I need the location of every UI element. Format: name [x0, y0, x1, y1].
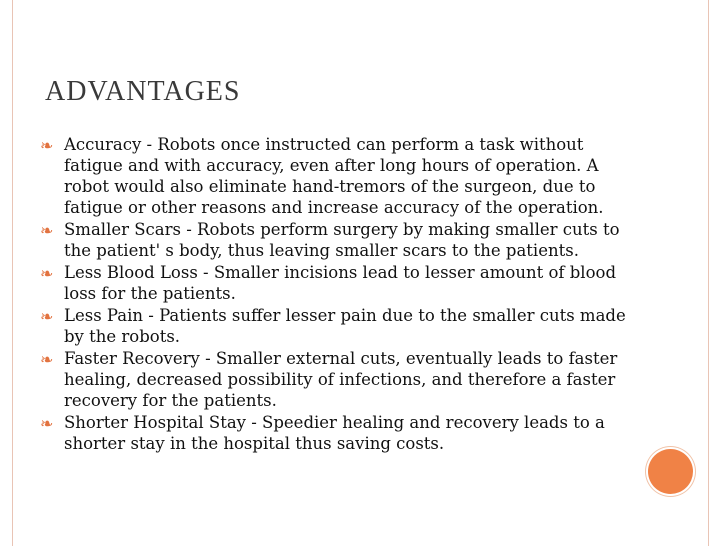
curved-arrow-bullet-icon: ❧ — [40, 221, 54, 240]
curved-arrow-bullet-icon: ❧ — [40, 414, 54, 433]
bullet-text: Shorter Hospital Stay - Speedier healing and recovery leads to a shorter stay in the hospital thus saving costs. — [64, 413, 605, 453]
bullet-item-accuracy — [40, 134, 640, 218]
curved-arrow-bullet-icon: ❧ — [40, 136, 54, 155]
bullet-text: Less Pain - Patients suffer lesser pain due to the smaller cuts made by the robots. — [64, 306, 626, 346]
curved-arrow-bullet-icon: ❧ — [40, 307, 54, 326]
bullet-item-less-blood-loss — [40, 262, 640, 304]
bullet-text: Smaller Scars - Robots perform surgery by making smaller cuts to the patient' s body, thus leaving smaller scars to the patients. — [64, 220, 620, 260]
curved-arrow-bullet-icon: ❧ — [40, 350, 54, 369]
bullet-item-smaller-scars — [40, 219, 640, 261]
bullet-item-faster-recovery — [40, 348, 640, 411]
bullet-text: Faster Recovery - Smaller external cuts, eventually leads to faster healing, decreased possibility of infections, and therefore a faster recovery for the patients. — [64, 349, 618, 410]
slide-title: ADVANTAGES — [45, 76, 241, 107]
curved-arrow-bullet-icon: ❧ — [40, 264, 54, 283]
bullet-item-less-pain — [40, 305, 640, 347]
decorative-orange-circle — [648, 449, 693, 494]
bullet-item-shorter-hospital-stay — [40, 412, 640, 454]
bullet-text: Accuracy - Robots once instructed can perform a task without fatigue and with accuracy, even after long hours of operation. A robot would also eliminate hand-tremors of the surgeon, due to fatigue or other reasons and increase accuracy of the operation. — [64, 135, 604, 217]
bullet-text: Less Blood Loss - Smaller incisions lead to lesser amount of blood loss for the patients. — [64, 263, 617, 303]
bullet-list — [40, 134, 640, 455]
